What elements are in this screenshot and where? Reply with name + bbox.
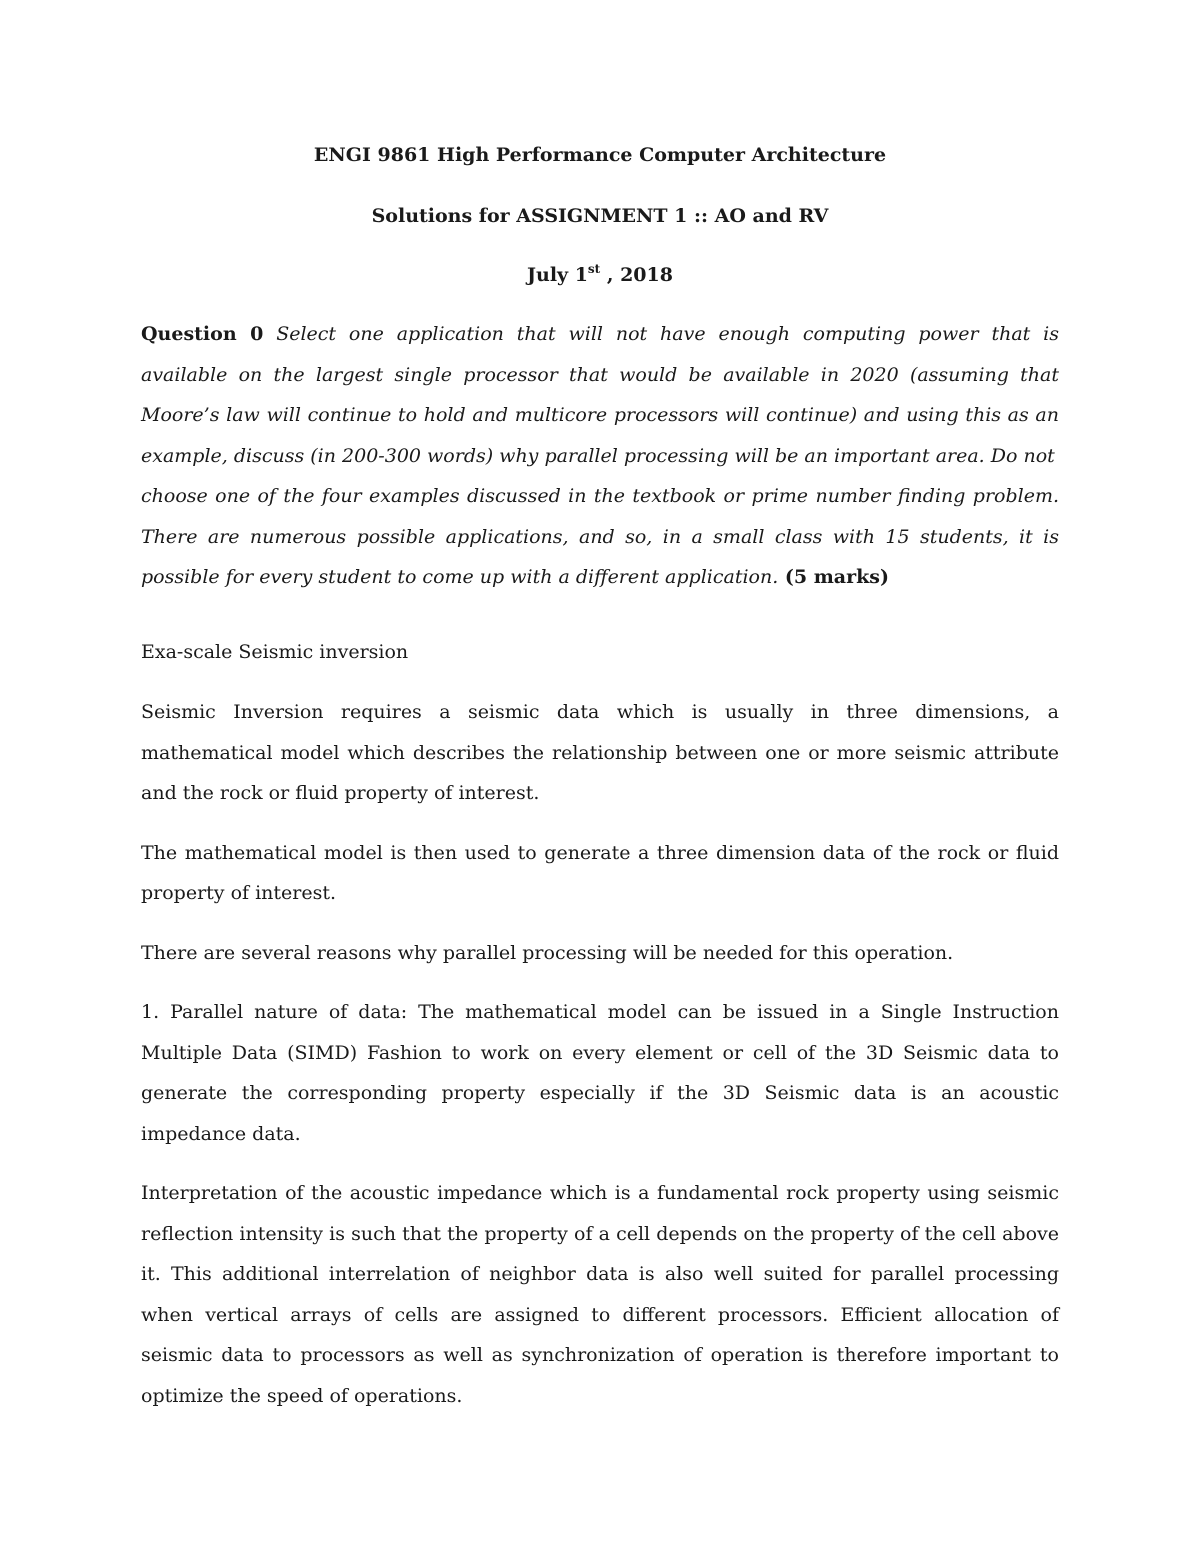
question-text-part-1: Select one application that will not have enough computing power that is available on the largest single processor that would be available in 2020 (assuming that Moore’s law will continue to hold and multicore processors will continue) and using this as an example, discuss (in 200-300 words) why parallel processing will be an important area. Do not: [141, 323, 1059, 467]
answer-paragraph: The mathematical model is then used to generate a three dimension data of the rock or fluid property of interest.: [141, 841, 1059, 904]
answer-paragraph: Seismic Inversion requires a seismic data which is usually in three dimensions, a mathematical model which describes the relationship between one or more seismic attribute and the rock or fluid property of interest.: [141, 701, 1059, 804]
answer-paragraph: 1. Parallel nature of data: The mathematical model can be issued in a Single Instruction Multiple Data (SIMD) Fashion to work on every element or cell of the 3D Seismic data to generate the corresponding property especially if the 3D Seismic data is an acoustic impedance data.: [141, 1001, 1059, 1145]
date-prefix: July 1: [527, 264, 588, 286]
question-label: Question 0: [141, 323, 264, 345]
date-suffix: , 2018: [600, 264, 673, 286]
solutions-title: Solutions for ASSIGNMENT 1 :: AO and RV: [371, 205, 829, 227]
question-text-part-2: choose one of the four examples discussed in the textbook or prime number finding problem. There are numerous possible applications, and so, in a small class with 15 students, it is possible for every student to come up with a different application.: [141, 485, 1059, 588]
question-0: [141, 314, 1059, 598]
question-first-part: [141, 314, 1059, 476]
question-second-part: [141, 476, 1059, 598]
document-date: [141, 262, 1059, 288]
course-title: ENGI 9861 High Performance Computer Architecture: [313, 144, 887, 166]
date-ordinal: st: [587, 262, 601, 276]
answer-paragraph: There are several reasons why parallel processing will be needed for this operation.: [141, 941, 954, 964]
question-marks: (5 marks): [778, 566, 889, 588]
answer-paragraph: Interpretation of the acoustic impedance which is a fundamental rock property using seismic reflection intensity is such that the property of a cell depends on the property of the cell above it. This additional interrelation of neighbor data is also well suited for parallel processing when vertical arrays of cells are assigned to different processors. Efficient allocation of seismic data to processors as well as synchronization of operation is therefore important to optimize the speed of operations.: [141, 1182, 1059, 1407]
application-title: Exa-scale Seismic inversion: [141, 640, 409, 663]
